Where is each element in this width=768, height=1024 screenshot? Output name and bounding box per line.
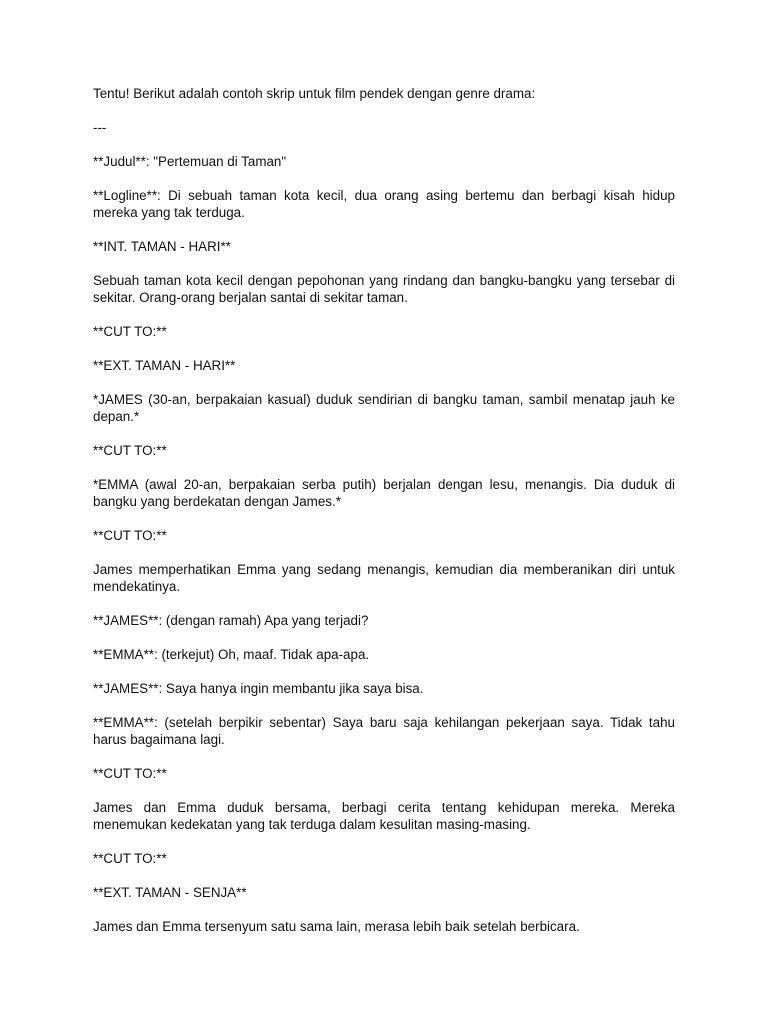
transition: **CUT TO:** bbox=[93, 851, 167, 866]
dialogue-line: **EMMA**: (terkejut) Oh, maaf. Tidak apa-apa. bbox=[93, 647, 370, 662]
transition: **CUT TO:** bbox=[93, 443, 167, 458]
dialogue-line: **JAMES**: Saya hanya ingin membantu jika saya bisa. bbox=[93, 681, 424, 696]
document-body bbox=[93, 85, 675, 952]
scene-heading: **EXT. TAMAN - SENJA** bbox=[93, 885, 247, 900]
action-paragraph: *EMMA (awal 20-an, berpakaian serba putih) berjalan dengan lesu, menangis. Dia duduk di bangku yang berdekatan dengan James.* bbox=[93, 477, 675, 509]
intro-line: Tentu! Berikut adalah contoh skrip untuk film pendek dengan genre drama: bbox=[93, 86, 536, 101]
scene-heading: **EXT. TAMAN - HARI** bbox=[93, 358, 236, 373]
transition: **CUT TO:** bbox=[93, 528, 167, 543]
action-paragraph: James dan Emma duduk bersama, berbagi cerita tentang kehidupan mereka. Mereka menemukan kedekatan yang tak terduga dalam kesulitan masing-masing. bbox=[93, 800, 675, 832]
dialogue-line: **JAMES**: (dengan ramah) Apa yang terjadi? bbox=[93, 613, 369, 628]
separator: --- bbox=[93, 120, 107, 135]
action-paragraph: James dan Emma tersenyum satu sama lain, merasa lebih baik setelah berbicara. bbox=[93, 919, 580, 934]
action-paragraph: James memperhatikan Emma yang sedang menangis, kemudian dia memberanikan diri untuk mendekatinya. bbox=[93, 562, 675, 594]
logline: **Logline**: Di sebuah taman kota kecil, dua orang asing bertemu dan berbagi kisah hidup mereka yang tak terduga. bbox=[93, 188, 675, 220]
title-line: **Judul**: "Pertemuan di Taman" bbox=[93, 154, 287, 169]
transition: **CUT TO:** bbox=[93, 324, 167, 339]
action-paragraph: *JAMES (30-an, berpakaian kasual) duduk sendirian di bangku taman, sambil menatap jauh ke depan.* bbox=[93, 392, 675, 424]
dialogue-line: **EMMA**: (setelah berpikir sebentar) Saya baru saja kehilangan pekerjaan saya. Tidak tahu harus bagaimana lagi. bbox=[93, 715, 675, 747]
transition: **CUT TO:** bbox=[93, 766, 167, 781]
scene-heading: **INT. TAMAN - HARI** bbox=[93, 239, 231, 254]
action-paragraph: Sebuah taman kota kecil dengan pepohonan yang rindang dan bangku-bangku yang tersebar di sekitar. Orang-orang berjalan santai di sekitar taman. bbox=[93, 273, 675, 305]
